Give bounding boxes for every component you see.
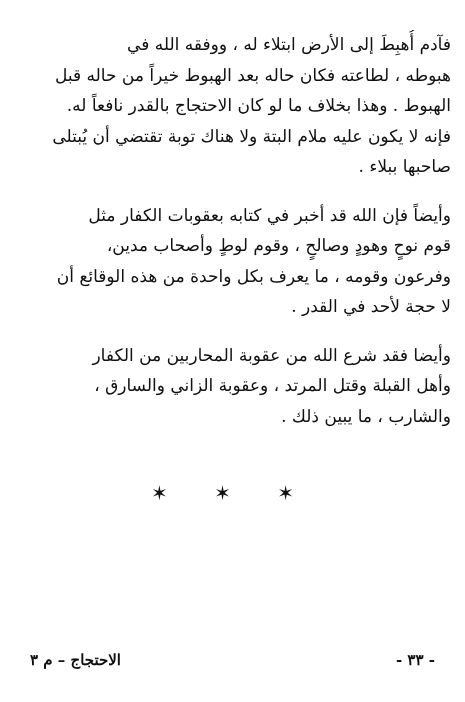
running-title: الاحتجاج – م ٣ (30, 651, 121, 669)
page-number: - ٣٣ - (395, 651, 435, 669)
paragraph-2 (26, 201, 451, 323)
section-ornament: ✶ ✶ ✶ (151, 481, 314, 505)
text-line: وأيضا فقد شرع الله من عقوبة المحاربين من الكفار (92, 345, 451, 366)
page-footer (30, 651, 435, 675)
text-line: الهبوط . وهذا بخلاف ما لو كان الاحتجاج بالقدر نافعاً له. (66, 96, 451, 116)
text-line: قوم نوحٍ وهودٍ وصالحٍ ، وقوم لوطٍ وأصحاب مدين، (106, 236, 451, 256)
text-line: هبوطه ، لطاعته فكان حاله بعد الهبوط خيراً من حاله قبل (54, 65, 451, 86)
text-line: فإنه لا يكون عليه ملام البتة ولا هناك توبة تقتضي أن يُبتلى (52, 126, 451, 147)
page-body (26, 30, 451, 450)
paragraph-1 (26, 30, 451, 183)
text-line: والشارب ، ما يبين ذلك . (281, 406, 451, 427)
text-line: وأيضاً فإن الله قد أخبر في كتابه بعقوبات الكفار مثل (88, 205, 451, 226)
text-line: فآدم أُهبِطَ إلى الأرض ابتلاء له ، ووفقه الله في (127, 35, 451, 55)
text-line: وأهل القبلة وقتل المرتد ، وعقوبة الزاني والسارق ، (94, 376, 451, 396)
text-line: وفرعون وقومه ، ما يعرف بكل واحدة من هذه الوقائع أن (56, 266, 451, 287)
paragraph-3 (26, 341, 451, 433)
text-line: لا حجة لأحد في القدر . (291, 297, 451, 317)
text-line: صاحبها ببلاء . (358, 157, 451, 177)
